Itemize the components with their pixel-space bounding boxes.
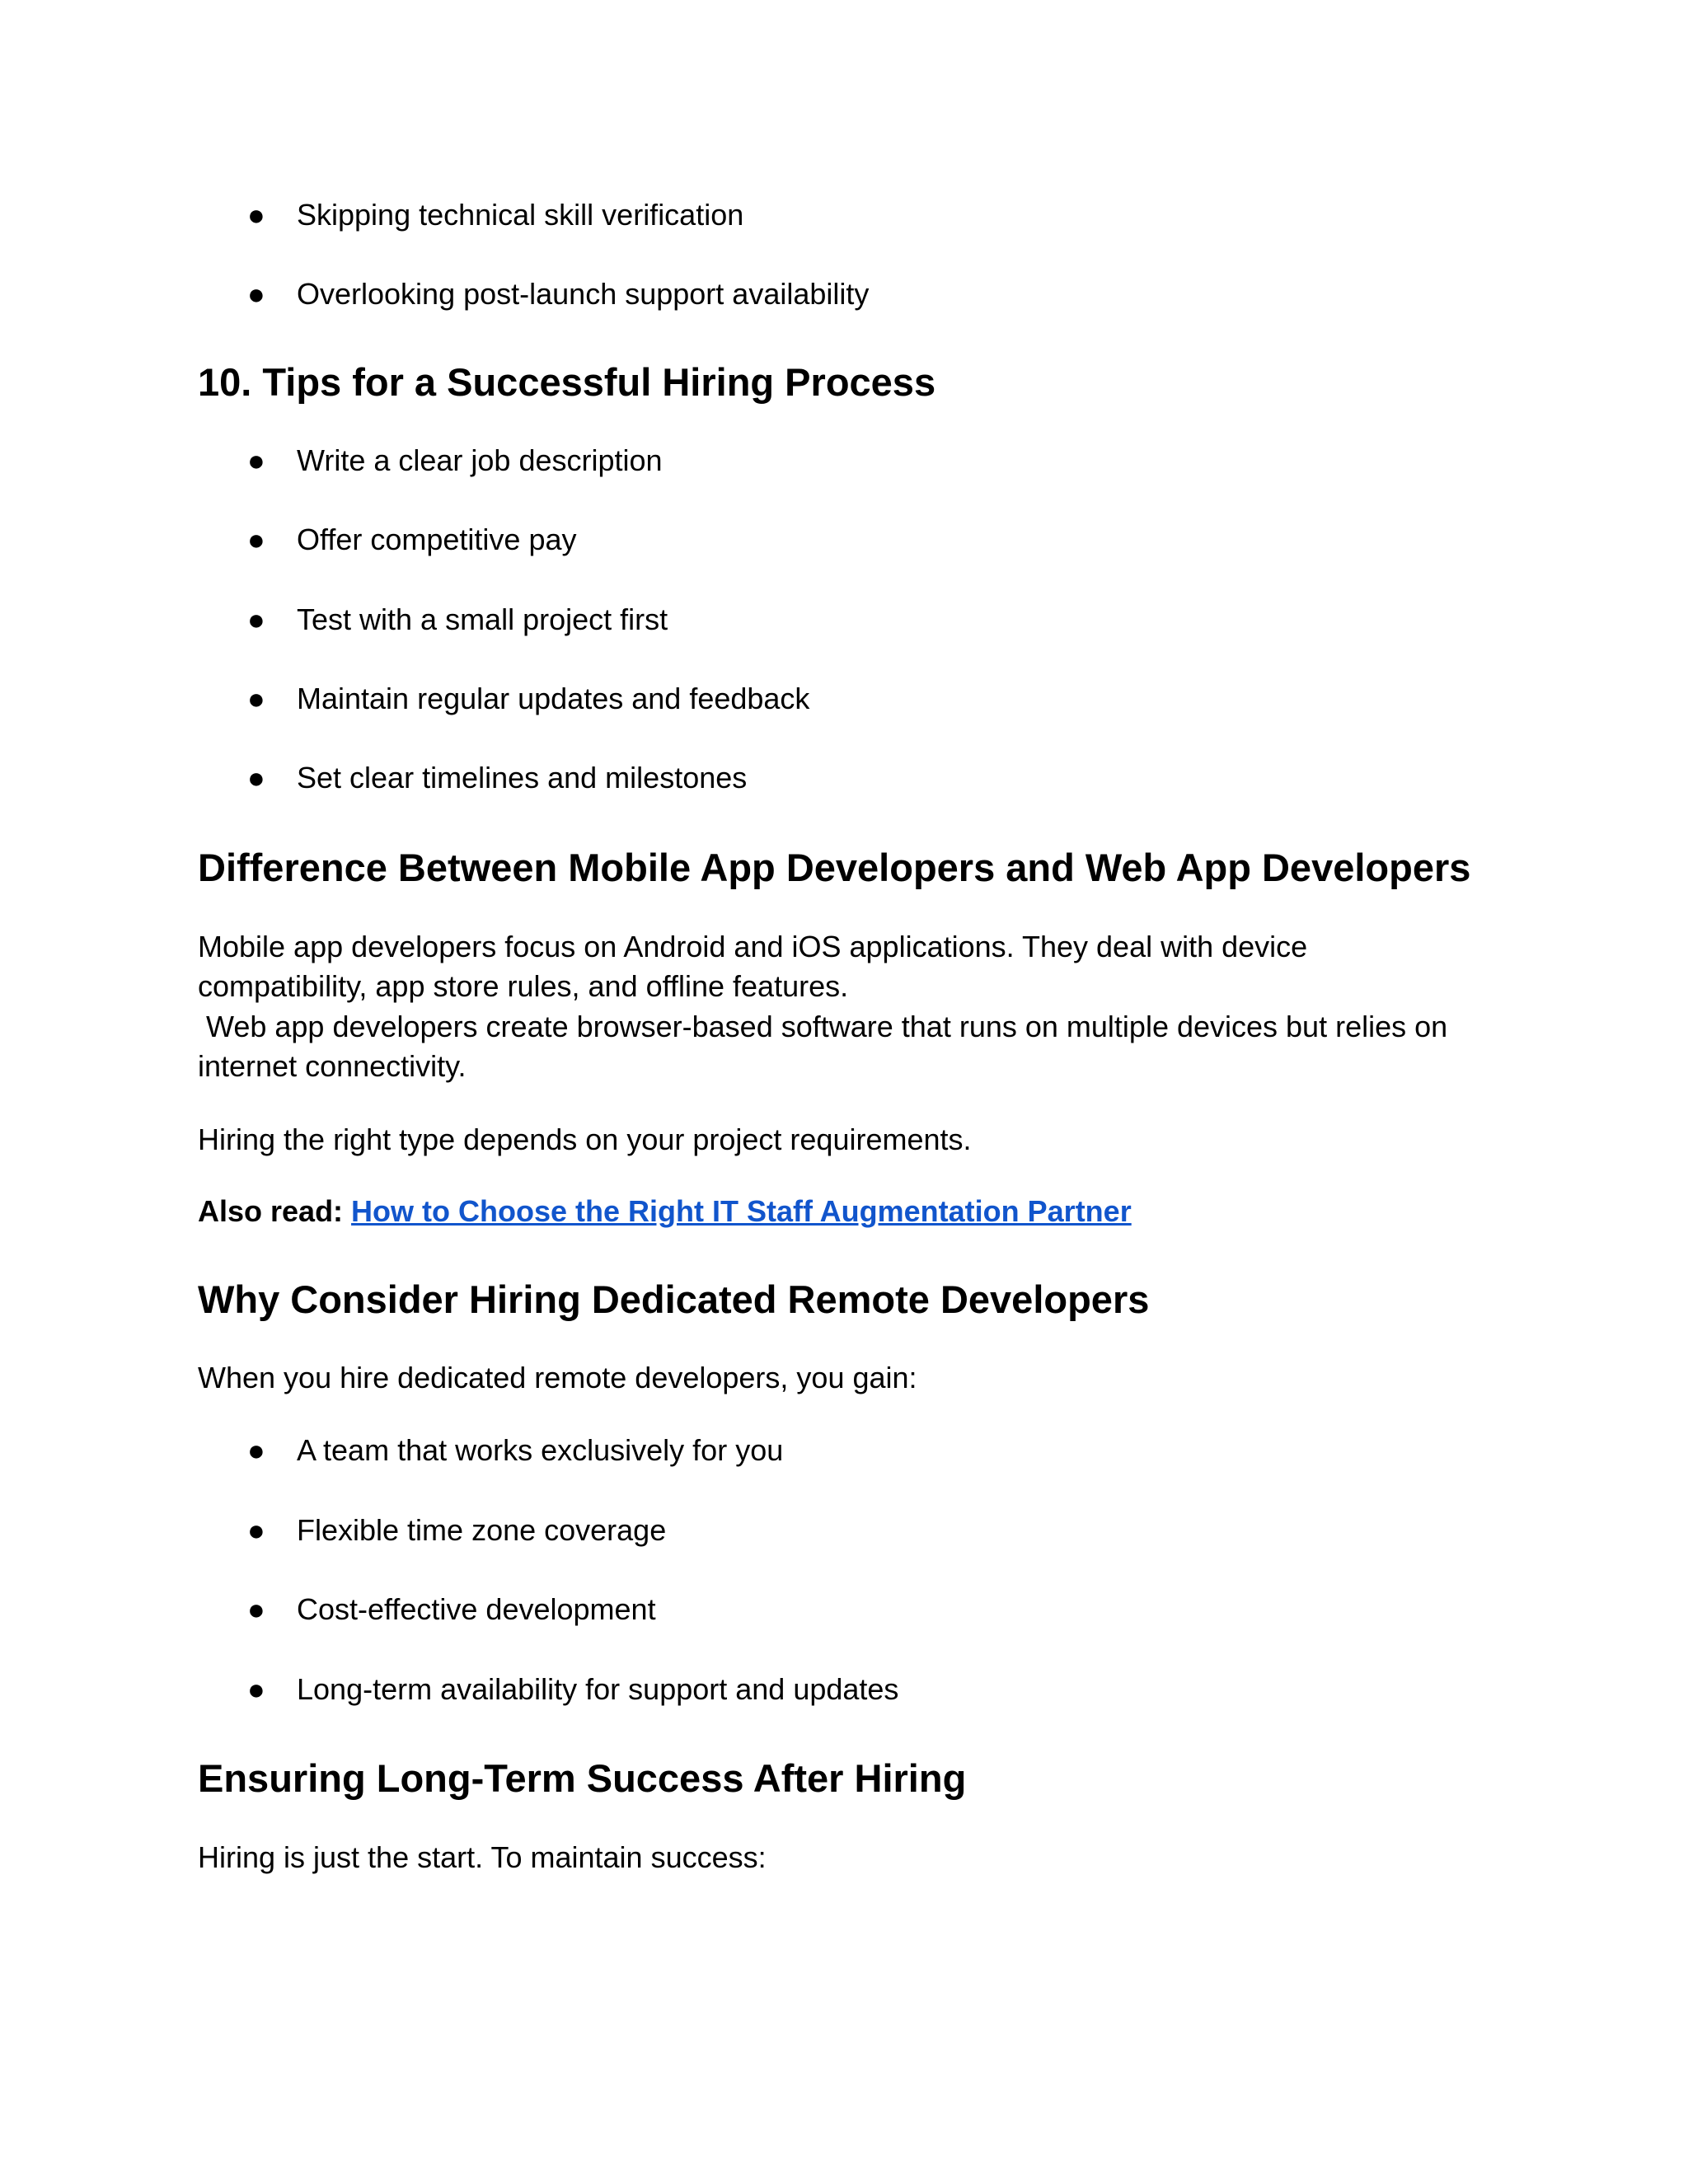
also-read-link[interactable]: How to Choose the Right IT Staff Augmentation Partner (351, 1194, 1132, 1228)
heading-tips: 10. Tips for a Successful Hiring Process (198, 360, 936, 404)
list-item: Offer competitive pay (297, 523, 577, 556)
paragraph-line: internet connectivity. (198, 1049, 467, 1083)
paragraph-line: Mobile app developers focus on Android and iOS applications. They deal with device (198, 930, 1308, 963)
bullet-icon: ● (247, 761, 265, 794)
list-item: Test with a small project first (297, 602, 668, 636)
bullet-icon: ● (247, 1433, 265, 1467)
bullet-icon: ● (247, 443, 265, 477)
bullet-icon: ● (247, 682, 265, 715)
paragraph: Hiring the right type depends on your project requirements. (198, 1122, 972, 1156)
list-item: Overlooking post-launch support availability (297, 277, 870, 311)
list-item: Skipping technical skill verification (297, 198, 744, 232)
paragraph: Hiring is just the start. To maintain success: (198, 1840, 767, 1874)
list-item: Maintain regular updates and feedback (297, 682, 810, 715)
also-read (198, 1192, 1132, 1231)
list-item: Write a clear job description (297, 443, 663, 477)
also-read-label: Also read: (198, 1194, 352, 1228)
list-item: Long-term availability for support and updates (297, 1672, 899, 1706)
heading-success: Ensuring Long-Term Success After Hiring (198, 1756, 967, 1800)
bullet-icon: ● (247, 1592, 265, 1626)
heading-difference: Difference Between Mobile App Developers and Web App Developers (198, 846, 1471, 889)
bullet-icon: ● (247, 1672, 265, 1706)
list-item: A team that works exclusively for you (297, 1433, 784, 1467)
bullet-icon: ● (247, 602, 265, 636)
heading-remote: Why Consider Hiring Dedicated Remote Developers (198, 1277, 1150, 1321)
bullet-icon: ● (247, 198, 265, 232)
list-item: Flexible time zone coverage (297, 1513, 667, 1547)
paragraph: When you hire dedicated remote developers, you gain: (198, 1361, 917, 1394)
bullet-icon: ● (247, 523, 265, 556)
list-item: Cost-effective development (297, 1592, 656, 1626)
bullet-icon: ● (247, 1513, 265, 1547)
paragraph-line: compatibility, app store rules, and offline features. (198, 969, 849, 1003)
paragraph-line: Web app developers create browser-based software that runs on multiple devices but relies on (198, 1010, 1448, 1043)
bullet-icon: ● (247, 277, 265, 311)
list-item: Set clear timelines and milestones (297, 761, 748, 794)
